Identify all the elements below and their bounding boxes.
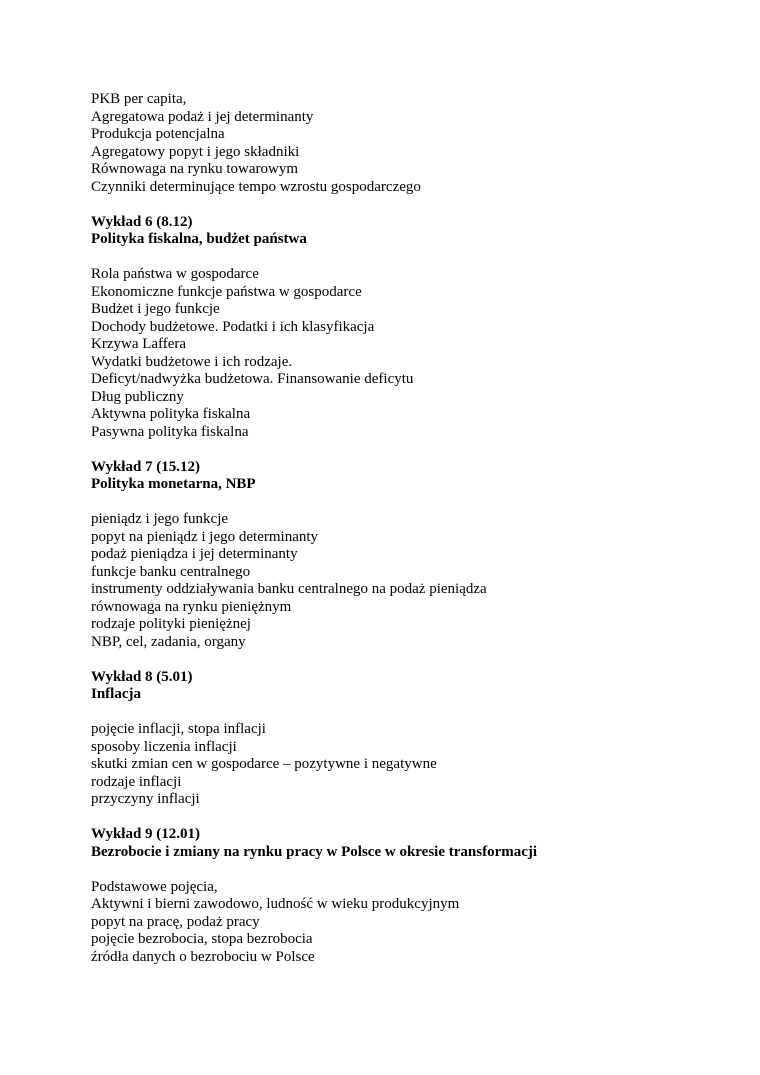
lecture-title: Polityka monetarna, NBP (91, 476, 256, 492)
spacer (91, 704, 691, 722)
list-item: Pasywna polityka fiskalna (91, 423, 249, 440)
spacer (91, 196, 691, 214)
list-item: popyt na pracę, podaż pracy (91, 913, 260, 930)
list-item: rodzaje inflacji (91, 773, 182, 790)
list-item: rodzaje polityki pieniężnej (91, 616, 251, 632)
list-item: Ekonomiczne funkcje państwa w gospodarce (91, 283, 362, 300)
spacer (91, 249, 691, 267)
list-item: sposoby liczenia inflacji (91, 738, 237, 755)
lecture-heading: Wykład 6 (8.12) (91, 213, 193, 230)
spacer (91, 809, 691, 827)
list-item: Podstawowe pojęcia, (91, 878, 218, 895)
list-item: równowaga na rynku pieniężnym (91, 598, 292, 615)
list-item: Krzywa Laffera (91, 336, 187, 352)
list-item: Równowaga na rynku towarowym (91, 161, 299, 177)
spacer (91, 651, 691, 669)
list-item: pojęcie inflacji, stopa inflacji (91, 721, 266, 737)
lecture-8-section (91, 669, 691, 809)
list-item: Agregatowy popyt i jego składniki (91, 143, 300, 160)
list-item: Dochody budżetowe. Podatki i ich klasyfikacja (91, 318, 375, 335)
list-item: Deficyt/nadwyżka budżetowa. Finansowanie deficytu (91, 371, 414, 387)
list-item: pojęcie bezrobocia, stopa bezrobocia (91, 931, 313, 947)
list-item: PKB per capita, (91, 91, 187, 107)
list-item: Agregatowa podaż i jej determinanty (91, 108, 314, 125)
list-item: NBP, cel, zadania, organy (91, 633, 246, 650)
list-item: Rola państwa w gospodarce (91, 266, 259, 282)
lecture-6-section (91, 214, 691, 442)
list-item: Budżet i jego funkcje (91, 301, 220, 317)
lecture-title: Polityka fiskalna, budżet państwa (91, 231, 307, 247)
lecture-title: Bezrobocie i zmiany na rynku pracy w Polsce w okresie transformacji (91, 843, 538, 860)
spacer (91, 441, 691, 459)
list-item: Produkcja potencjalna (91, 126, 225, 142)
spacer (91, 494, 691, 512)
lecture-heading: Wykład 9 (12.01) (91, 826, 201, 842)
list-item: funkcje banku centralnego (91, 563, 251, 580)
list-item: podaż pieniądza i jej determinanty (91, 546, 298, 562)
list-item: instrumenty oddziaływania banku centralnego na podaż pieniądza (91, 581, 487, 597)
lecture-title: Inflacja (91, 686, 141, 702)
spacer (91, 861, 691, 879)
list-item: Aktywni i bierni zawodowo, ludność w wieku produkcyjnym (91, 896, 460, 912)
intro-list (91, 91, 691, 196)
list-item: przyczyny inflacji (91, 791, 200, 807)
list-item: skutki zmian cen w gospodarce – pozytywne i negatywne (91, 756, 437, 772)
lecture-heading: Wykład 7 (15.12) (91, 458, 201, 475)
list-item: Czynniki determinujące tempo wzrostu gospodarczego (91, 178, 421, 195)
list-item: popyt na pieniądz i jego determinanty (91, 528, 319, 545)
list-item: Aktywna polityka fiskalna (91, 406, 251, 422)
list-item: Dług publiczny (91, 388, 184, 405)
lecture-heading: Wykład 8 (5.01) (91, 668, 193, 685)
list-item: źródła danych o bezrobociu w Polsce (91, 948, 315, 965)
list-item: pieniądz i jego funkcje (91, 511, 229, 527)
lecture-7-section (91, 459, 691, 652)
document-content (91, 91, 691, 966)
lecture-9-section (91, 826, 691, 966)
list-item: Wydatki budżetowe i ich rodzaje. (91, 353, 293, 370)
